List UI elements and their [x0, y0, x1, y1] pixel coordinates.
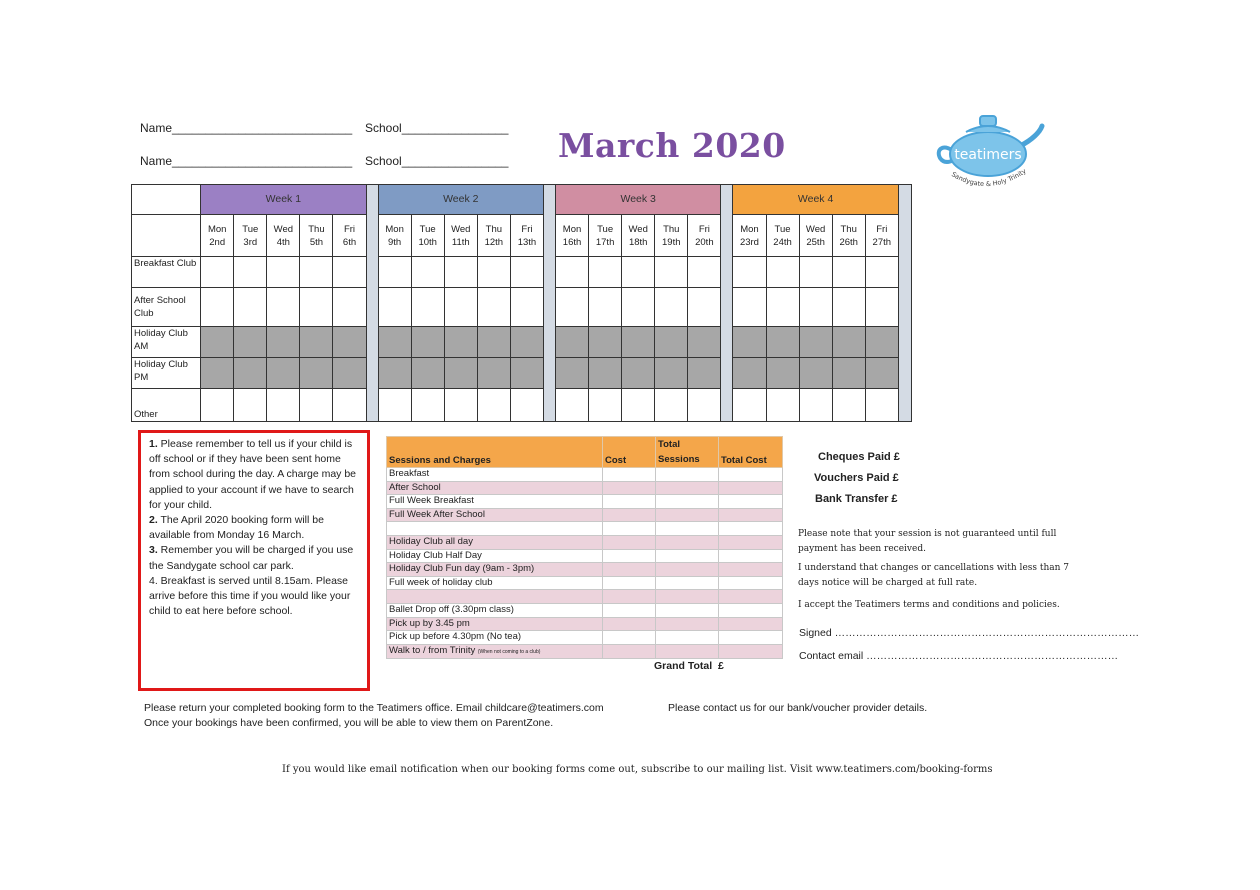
unavailable-cell [378, 358, 411, 389]
booking-cell[interactable] [688, 288, 721, 327]
booking-cell[interactable] [832, 288, 865, 327]
unavailable-cell [201, 358, 234, 389]
column-header: Sessions and Charges [387, 437, 603, 468]
column-header: Total Sessions [656, 437, 719, 468]
note-item: 2. The April 2020 booking form will be available from Monday 16 March. [149, 514, 324, 542]
session-row: After School [387, 481, 783, 495]
return-form-note: Please return your completed booking form to the Teatimers office. Email childcare@teatimers.com [144, 702, 604, 714]
cost-cell[interactable] [603, 549, 656, 563]
schedule-table [131, 184, 912, 422]
booking-cell[interactable] [378, 257, 411, 288]
day-header: Tue 3rd [234, 215, 267, 257]
booking-cell[interactable] [411, 257, 444, 288]
booking-cell[interactable] [832, 389, 865, 422]
cheques-paid-label: Cheques Paid £ [818, 451, 900, 463]
unavailable-cell [556, 358, 589, 389]
total-sessions-cell[interactable] [656, 576, 719, 590]
week-separator [366, 185, 378, 422]
unavailable-cell [688, 327, 721, 358]
schedule-row-holiday-am [132, 327, 912, 358]
week-separator [898, 185, 911, 422]
booking-cell[interactable] [201, 288, 234, 327]
day-header: Thu 5th [300, 215, 333, 257]
day-header: Tue 10th [411, 215, 444, 257]
session-row: Breakfast [387, 468, 783, 482]
unavailable-cell [622, 327, 655, 358]
total-cost-cell[interactable] [719, 603, 783, 617]
row-label: After School Club [132, 288, 201, 327]
schedule-row-holiday-pm [132, 358, 912, 389]
day-header: Tue 24th [766, 215, 799, 257]
note-item: 1. Please remember to tell us if your child is off school or if they have been sent home from school during the day. A charge may be applied to your account if we have to search for your child. [149, 438, 357, 511]
corner-cell [132, 215, 201, 257]
day-header: Thu 26th [832, 215, 865, 257]
unavailable-cell [688, 358, 721, 389]
name-field-2[interactable]: Name___________________________ [140, 154, 353, 168]
total-sessions-cell[interactable] [656, 508, 719, 522]
unavailable-cell [865, 358, 898, 389]
unavailable-cell [832, 358, 865, 389]
booking-cell[interactable] [622, 257, 655, 288]
note-item: 4. Breakfast is served until 8.15am. Please arrive before this time if you would like your child to eat here before school. [149, 574, 351, 618]
booking-cell[interactable] [201, 389, 234, 422]
booking-cell[interactable] [267, 257, 300, 288]
total-cost-cell[interactable] [719, 644, 783, 658]
booking-cell[interactable] [589, 288, 622, 327]
note-item: 3. Remember you will be charged if you use the Sandygate school car park. [149, 544, 354, 572]
booking-cell[interactable] [766, 389, 799, 422]
booking-cell[interactable] [333, 257, 366, 288]
booking-cell[interactable] [865, 257, 898, 288]
cost-cell[interactable] [603, 535, 656, 549]
mailing-list-note: If you would like email notification when our booking forms come out, subscribe to our mailing list. Visit www.teatimers.com/booking-forms [282, 764, 993, 775]
booking-cell[interactable] [655, 389, 688, 422]
session-row: Pick up by 3.45 pm [387, 617, 783, 631]
booking-cell[interactable] [766, 257, 799, 288]
bank-details-note: Please contact us for our bank/voucher provider details. [668, 702, 928, 714]
day-header: Wed 11th [444, 215, 477, 257]
vouchers-paid-label: Vouchers Paid £ [814, 472, 899, 484]
booking-cell[interactable] [733, 257, 766, 288]
total-cost-cell[interactable] [719, 631, 783, 645]
cost-cell[interactable] [603, 468, 656, 482]
unavailable-cell [234, 327, 267, 358]
cost-cell[interactable] [603, 508, 656, 522]
day-header: Wed 18th [622, 215, 655, 257]
schedule-row-breakfast [132, 257, 912, 288]
booking-cell[interactable] [510, 389, 543, 422]
day-header: Mon 23rd [733, 215, 766, 257]
booking-cell[interactable] [234, 389, 267, 422]
booking-cell[interactable] [444, 389, 477, 422]
total-sessions-cell[interactable] [656, 481, 719, 495]
booking-cell[interactable] [655, 257, 688, 288]
cost-cell[interactable] [603, 617, 656, 631]
unavailable-cell [411, 358, 444, 389]
booking-cell[interactable] [300, 288, 333, 327]
total-sessions-cell[interactable] [656, 644, 719, 658]
unavailable-cell [333, 358, 366, 389]
day-header: Wed 25th [799, 215, 832, 257]
total-cost-cell[interactable] [719, 508, 783, 522]
column-header: Total Cost [719, 437, 783, 468]
unavailable-cell [411, 327, 444, 358]
booking-cell[interactable] [477, 288, 510, 327]
total-cost-cell[interactable] [719, 481, 783, 495]
cancellation-terms-note: I understand that changes or cancellations with less than 7 days notice will be charged at full rate. [798, 563, 1070, 588]
booking-cell[interactable] [477, 257, 510, 288]
cost-cell[interactable] [603, 644, 656, 658]
unavailable-cell [477, 358, 510, 389]
accept-terms-note: I accept the Teatimers terms and conditions and policies. [798, 600, 1060, 610]
unavailable-cell [201, 327, 234, 358]
unavailable-cell [267, 358, 300, 389]
session-row: Holiday Club Half Day [387, 549, 783, 563]
payment-terms-note: Please note that your session is not guaranteed until full payment has been received. [798, 529, 1057, 554]
booking-cell[interactable] [865, 288, 898, 327]
unavailable-cell [799, 358, 832, 389]
week-4-header: Week 4 [733, 185, 898, 215]
total-cost-cell[interactable] [719, 617, 783, 631]
booking-cell[interactable] [201, 257, 234, 288]
booking-cell[interactable] [477, 389, 510, 422]
row-label: Breakfast Club [132, 257, 201, 288]
total-sessions-cell[interactable] [656, 522, 719, 536]
booking-cell[interactable] [688, 389, 721, 422]
walk-note: (When not coming to a club) [477, 648, 541, 655]
session-row: Holiday Club all day [387, 535, 783, 549]
cost-cell[interactable] [603, 563, 656, 577]
day-header: Fri 27th [865, 215, 898, 257]
cost-cell[interactable] [603, 576, 656, 590]
booking-cell[interactable] [733, 288, 766, 327]
day-header: Fri 6th [333, 215, 366, 257]
unavailable-cell [556, 327, 589, 358]
total-sessions-cell[interactable] [656, 468, 719, 482]
unavailable-cell [799, 327, 832, 358]
booking-cell[interactable] [234, 288, 267, 327]
total-sessions-cell[interactable] [656, 535, 719, 549]
booking-cell[interactable] [832, 257, 865, 288]
unavailable-cell [733, 358, 766, 389]
session-row: Full Week After School [387, 508, 783, 522]
session-row: Walk to / from Trinity (When not coming to a club) [387, 644, 783, 658]
session-row: Holiday Club Fun day (9am - 3pm) [387, 563, 783, 577]
day-header: Thu 12th [477, 215, 510, 257]
cost-cell[interactable] [603, 590, 656, 604]
page-title: March 2020 [558, 126, 786, 165]
bank-transfer-label: Bank Transfer £ [815, 493, 898, 505]
unavailable-cell [766, 327, 799, 358]
unavailable-cell [655, 327, 688, 358]
teapot-icon [932, 110, 1048, 198]
session-row: Full week of holiday club [387, 576, 783, 590]
schedule-row-after-school [132, 288, 912, 327]
booking-cell[interactable] [556, 389, 589, 422]
booking-cell[interactable] [300, 389, 333, 422]
total-cost-cell[interactable] [719, 576, 783, 590]
booking-cell[interactable] [589, 389, 622, 422]
unavailable-cell [234, 358, 267, 389]
day-header: Mon 2nd [201, 215, 234, 257]
signature-field[interactable]: Signed …………………………………………………………………………… [799, 627, 1140, 639]
unavailable-cell [766, 358, 799, 389]
session-row [387, 522, 783, 536]
booking-cell[interactable] [300, 257, 333, 288]
week-separator [721, 185, 733, 422]
unavailable-cell [267, 327, 300, 358]
day-header: Fri 20th [688, 215, 721, 257]
total-cost-cell[interactable] [719, 468, 783, 482]
booking-cell[interactable] [589, 257, 622, 288]
total-cost-cell[interactable] [719, 495, 783, 509]
unavailable-cell [300, 358, 333, 389]
day-header: Wed 4th [267, 215, 300, 257]
week-3-header: Week 3 [556, 185, 721, 215]
important-notes-box [138, 430, 370, 691]
booking-cell[interactable] [865, 389, 898, 422]
logo-subtext: Sandygate & Holy Trinity [950, 167, 1028, 189]
total-cost-cell[interactable] [719, 563, 783, 577]
column-header: Cost [603, 437, 656, 468]
unavailable-cell [444, 358, 477, 389]
booking-cell[interactable] [234, 257, 267, 288]
school-field-1[interactable]: School________________ [365, 121, 509, 135]
unavailable-cell [477, 327, 510, 358]
unavailable-cell [733, 327, 766, 358]
row-label: Holiday Club AM [132, 327, 201, 358]
unavailable-cell [655, 358, 688, 389]
cost-cell[interactable] [603, 522, 656, 536]
booking-cell[interactable] [799, 288, 832, 327]
booking-cell[interactable] [688, 257, 721, 288]
unavailable-cell [832, 327, 865, 358]
booking-cell[interactable] [510, 288, 543, 327]
schedule-row-other [132, 389, 912, 422]
unavailable-cell [444, 327, 477, 358]
cost-cell[interactable] [603, 481, 656, 495]
total-sessions-cell[interactable] [656, 495, 719, 509]
session-row: Pick up before 4.30pm (No tea) [387, 631, 783, 645]
booking-cell[interactable] [622, 389, 655, 422]
booking-cell[interactable] [378, 288, 411, 327]
name-field-1[interactable]: Name___________________________ [140, 121, 353, 135]
total-sessions-cell[interactable] [656, 590, 719, 604]
booking-cell[interactable] [378, 389, 411, 422]
unavailable-cell [589, 327, 622, 358]
grand-total: Grand Total £ [654, 660, 724, 672]
school-field-2[interactable]: School________________ [365, 154, 509, 168]
booking-cell[interactable] [510, 257, 543, 288]
booking-cell[interactable] [766, 288, 799, 327]
unavailable-cell [510, 327, 543, 358]
day-header: Thu 19th [655, 215, 688, 257]
row-label: Other [132, 389, 201, 422]
unavailable-cell [378, 327, 411, 358]
row-label: Holiday Club PM [132, 358, 201, 389]
parentzone-note: Once your bookings have been confirmed, you will be able to view them on ParentZone. [144, 717, 554, 729]
booking-cell[interactable] [267, 288, 300, 327]
contact-email-field[interactable]: Contact email ……………………………………………………………… [799, 650, 1119, 662]
booking-cell[interactable] [556, 288, 589, 327]
unavailable-cell [333, 327, 366, 358]
day-header: Mon 16th [556, 215, 589, 257]
total-cost-cell[interactable] [719, 549, 783, 563]
week-separator [543, 185, 555, 422]
total-cost-cell[interactable] [719, 590, 783, 604]
day-header: Fri 13th [510, 215, 543, 257]
booking-cell[interactable] [333, 288, 366, 327]
total-sessions-cell[interactable] [656, 631, 719, 645]
booking-cell[interactable] [444, 288, 477, 327]
week-1-header: Week 1 [201, 185, 366, 215]
unavailable-cell [865, 327, 898, 358]
session-row [387, 590, 783, 604]
booking-cell[interactable] [799, 257, 832, 288]
total-sessions-cell[interactable] [656, 603, 719, 617]
unavailable-cell [622, 358, 655, 389]
booking-cell[interactable] [444, 257, 477, 288]
booking-cell[interactable] [733, 389, 766, 422]
week-2-header: Week 2 [378, 185, 543, 215]
corner-cell [132, 185, 201, 215]
sessions-charges-table [386, 436, 783, 659]
booking-cell[interactable] [267, 389, 300, 422]
total-cost-cell[interactable] [719, 535, 783, 549]
booking-cell[interactable] [411, 288, 444, 327]
day-header: Mon 9th [378, 215, 411, 257]
cost-cell[interactable] [603, 603, 656, 617]
total-sessions-cell[interactable] [656, 617, 719, 631]
booking-cell[interactable] [622, 288, 655, 327]
teatimers-logo [932, 110, 1048, 198]
booking-cell[interactable] [411, 389, 444, 422]
day-header: Tue 17th [589, 215, 622, 257]
total-sessions-cell[interactable] [656, 549, 719, 563]
session-row: Ballet Drop off (3.30pm class) [387, 603, 783, 617]
cost-cell[interactable] [603, 631, 656, 645]
logo-text: teatimers [954, 147, 1022, 163]
booking-cell[interactable] [799, 389, 832, 422]
unavailable-cell [510, 358, 543, 389]
total-cost-cell[interactable] [719, 522, 783, 536]
booking-cell[interactable] [556, 257, 589, 288]
total-sessions-cell[interactable] [656, 563, 719, 577]
booking-cell[interactable] [333, 389, 366, 422]
unavailable-cell [300, 327, 333, 358]
cost-cell[interactable] [603, 495, 656, 509]
session-row: Full Week Breakfast [387, 495, 783, 509]
unavailable-cell [589, 358, 622, 389]
booking-cell[interactable] [655, 288, 688, 327]
